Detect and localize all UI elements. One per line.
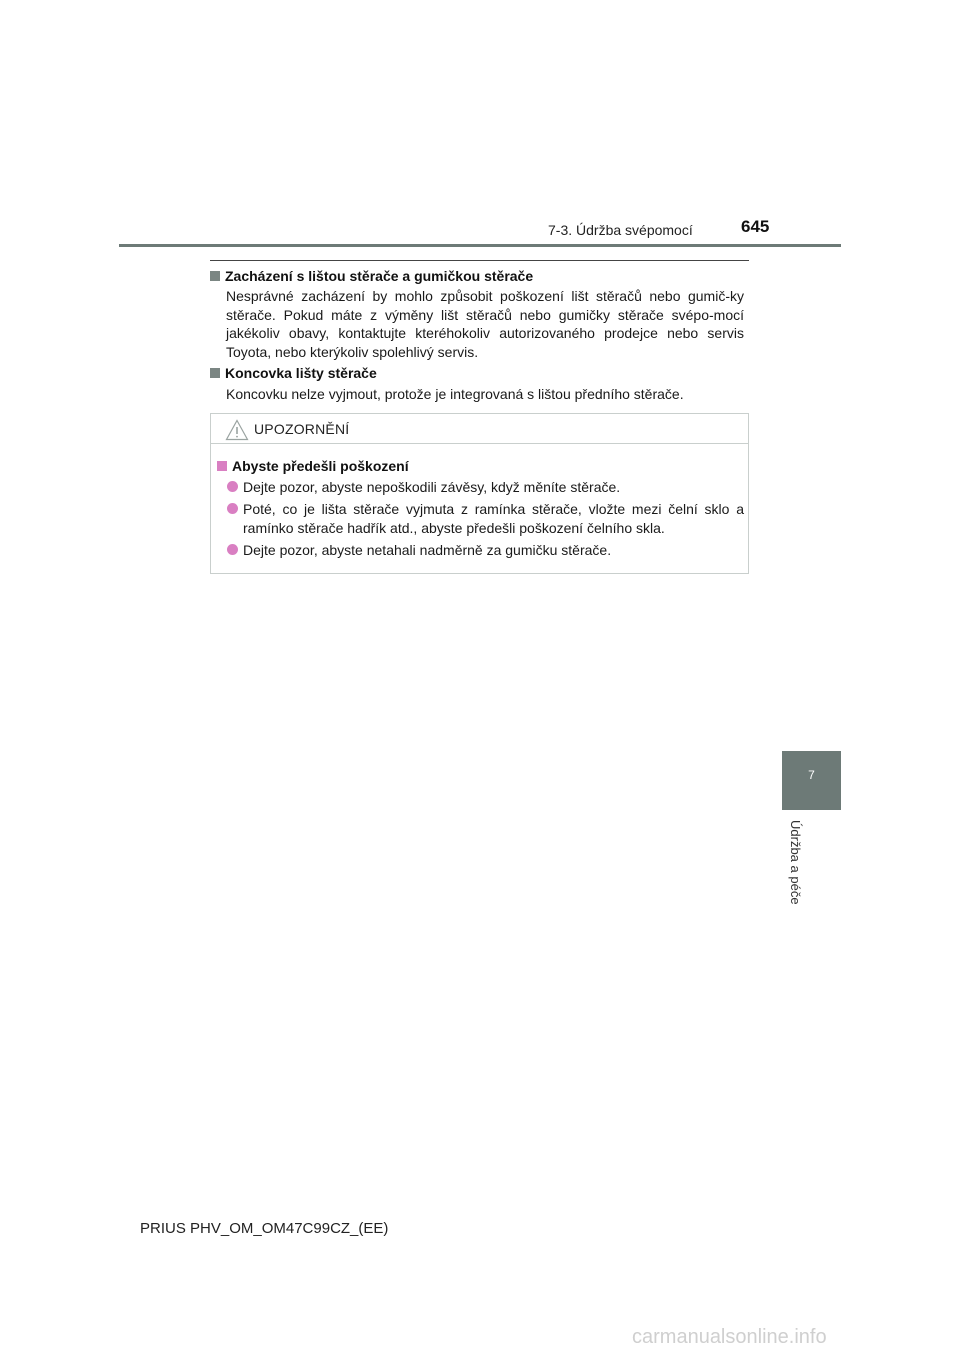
warning-heading [217,458,409,474]
warning-triangle-icon [225,419,249,441]
document-code: PRIUS PHV_OM_OM47C99CZ_(EE) [140,1220,389,1237]
wiper-end-heading [210,365,377,381]
watermark: carmanualsonline.info [632,1326,827,1348]
round-bullet-icon [227,503,238,514]
wiper-end-heading-text: Koncovka lišty stěrače [225,365,377,381]
warning-bullet-text: Poté, co je lišta stěrače vyjmuta z ramínka stěrače, vložte mezi čelní sklo a ramínko stěrače hadřík atd., abyste předešli poškození čelního skla. [243,501,744,536]
section-divider [210,260,749,261]
warning-box [210,413,749,574]
wiper-handling-heading-text: Zacházení s lištou stěrače a gumičkou stěrače [225,268,534,284]
wiper-end-text: Koncovku nelze vyjmout, protože je integrovaná s lištou předního stěrače. [226,386,684,402]
chapter-tab [782,751,841,810]
chapter-number: 7 [808,768,815,782]
square-bullet-icon [217,461,227,471]
round-bullet-icon [227,481,238,492]
wiper-handling-text: Nesprávné zacházení by mohlo způsobit poškození lišt stěračů nebo gumič-ky stěrače. Pokud máte z výměny lišt stěračů nebo gumičky stěrače svépo-mocí jakékoliv obavy, kontaktujte kteréhokoliv autorizovaného prodejce nebo servis Toyota, nebo kterýkoliv spolehlivý servis. [226,288,744,360]
page-number: 645 [741,217,770,236]
chapter-label: Údržba a péče [788,820,803,905]
warning-heading-text: Abyste předešli poškození [232,458,409,474]
warning-bullet-text: Dejte pozor, abyste nepoškodili závěsy, když měníte stěrače. [243,479,621,495]
warning-bullet-text: Dejte pozor, abyste netahali nadměrně za gumičku stěrače. [243,542,612,558]
warning-bullet [227,478,744,497]
warning-title: UPOZORNĚNÍ [254,421,350,437]
square-bullet-icon [210,368,220,378]
warning-header [211,414,748,444]
warning-bullet [227,500,744,538]
square-bullet-icon [210,271,220,281]
wiper-handling-heading [210,268,533,284]
round-bullet-icon [227,544,238,555]
warning-bullet [227,541,744,560]
header-section-title: 7-3. Údržba svépomocí [548,222,693,238]
header-rule [119,244,841,247]
